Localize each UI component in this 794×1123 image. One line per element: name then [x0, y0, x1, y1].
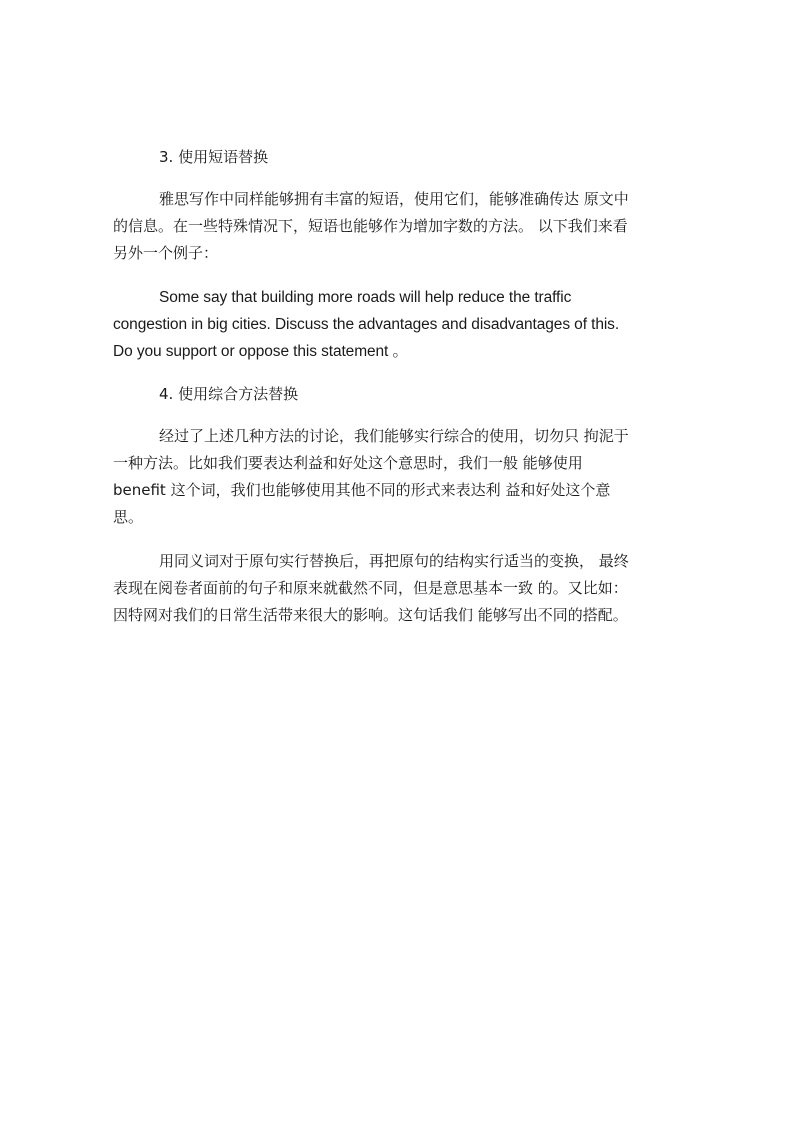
paragraph-line: 表现在阅卷者面前的句子和原来就截然不同，但是意思基本一致 的。又比如：	[113, 579, 628, 597]
paragraph-line: 思。	[113, 508, 144, 526]
document-body	[113, 145, 678, 646]
paragraph-line: congestion in big cities. Discuss the advantages and disadvantages of this.	[113, 316, 620, 333]
paragraph-line: 另外一个例子：	[113, 244, 219, 262]
paragraph-line: Some say that building more roads will help reduce the traffic	[159, 289, 572, 306]
paragraph-synonym-replacement	[113, 548, 678, 629]
paragraph-combined-methods	[113, 423, 678, 531]
paragraph-english-example	[113, 284, 678, 365]
paragraph-line: 经过了上述几种方法的讨论，我们能够实行综合的使用，切勿只 拘泥于	[159, 427, 629, 445]
paragraph-phrases-intro	[113, 186, 678, 267]
section-heading-4: 4. 使用综合方法替换	[159, 385, 299, 403]
paragraph-line: 用同义词对于原句实行替换后，再把原句的结构实行适当的变换， 最终	[159, 552, 629, 570]
section-heading-3: 3. 使用短语替换	[159, 148, 269, 166]
paragraph-line: benefit 这个词，我们也能够使用其他不同的形式来表达利 益和好处这个意	[113, 481, 611, 499]
paragraph-line: 的信息。在一些特殊情况下，短语也能够作为增加字数的方法。 以下我们来看	[113, 217, 628, 235]
paragraph-line: 因特网对我们的日常生活带来很大的影响。这句话我们 能够写出不同的搭配。	[113, 606, 628, 624]
paragraph-line: 雅思写作中同样能够拥有丰富的短语，使用它们，能够准确传达 原文中	[159, 190, 629, 208]
paragraph-line: Do you support or oppose this statement 。	[113, 343, 408, 360]
paragraph-line: 一种方法。比如我们要表达利益和好处这个意思时，我们一般 能够使用	[113, 454, 583, 472]
